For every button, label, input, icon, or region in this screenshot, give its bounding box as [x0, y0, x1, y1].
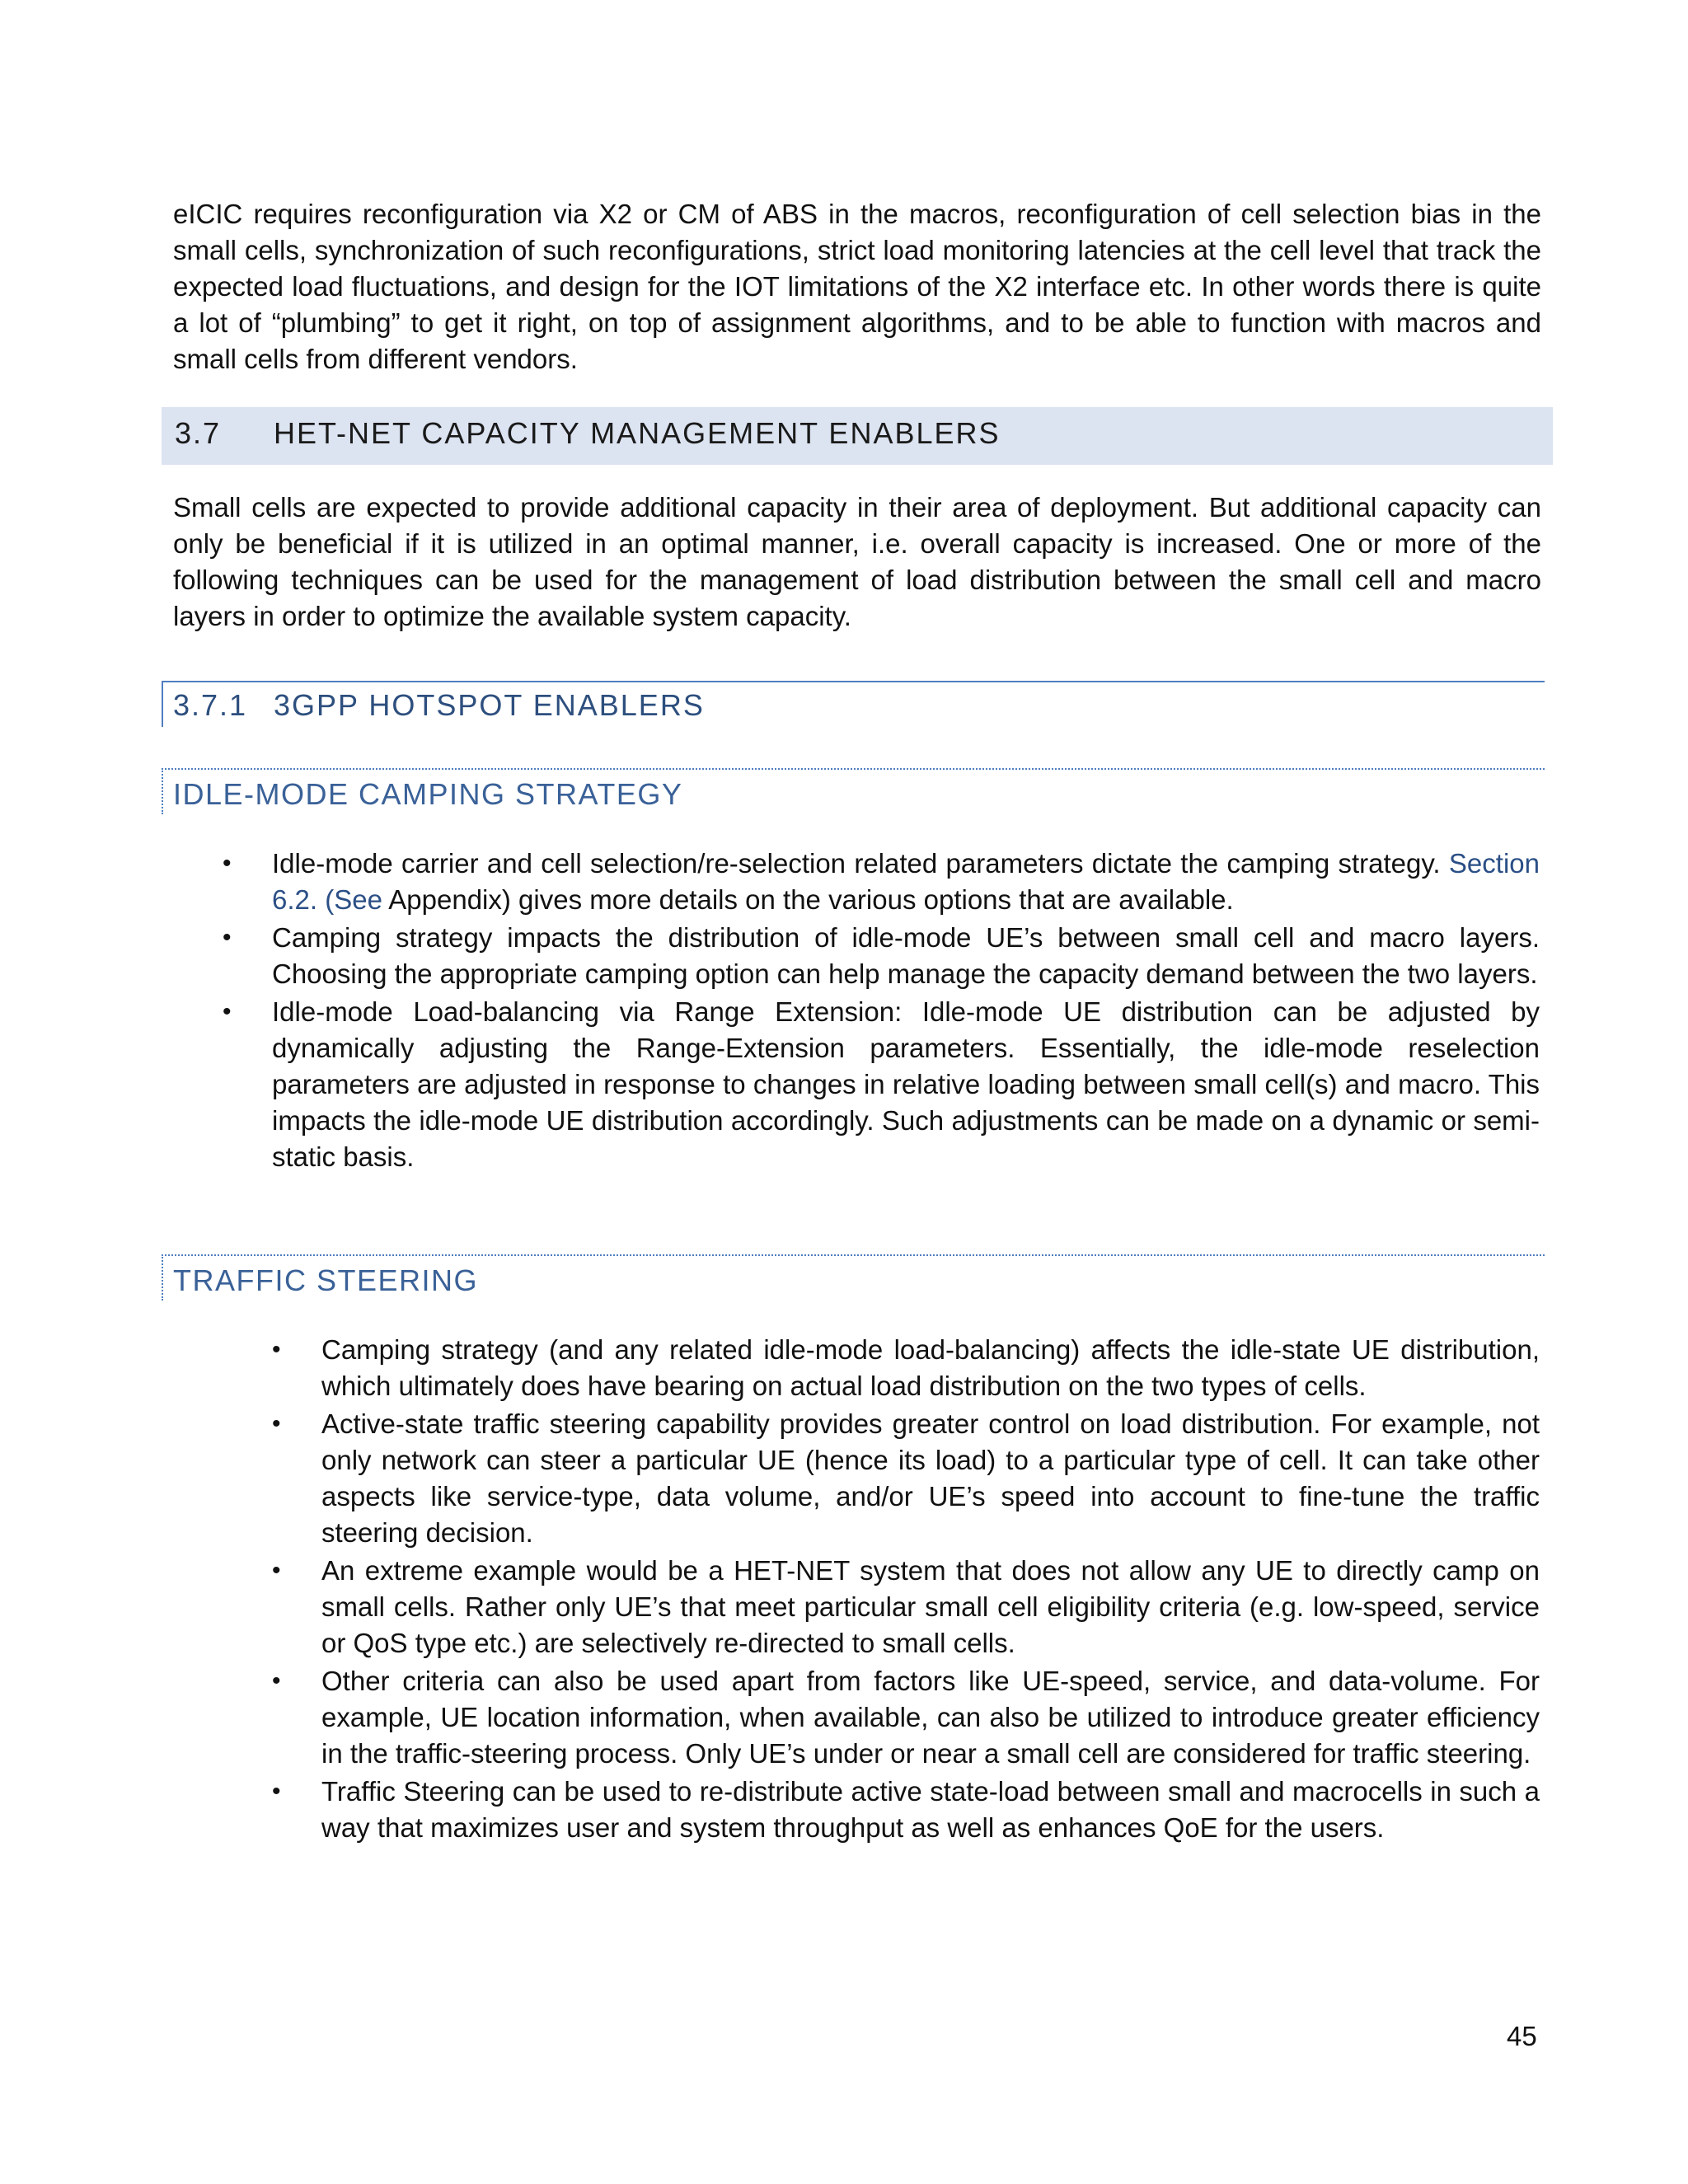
intro-paragraph: eICIC requires reconfiguration via X2 or CM of ABS in the macros, reconfiguration of cell selection bias in the small cells, synchronization of such reconfigurations, strict load monitoring latencies at the cell level that track the expected load fluctuations, and design for the IOT limitations of the X2 interface etc. In other words there is quite a lot of “plumbing” to get it right, on top of assignment algorithms, and to be able to function with macros and small cells from different vendors.	[173, 199, 1541, 374]
traffic-item-text: Other criteria can also be used apart from factors like UE-speed, service, and data-volume. For example, UE location information, when available, can also be utilized to introduce greater efficiency in the traffic-steering process. Only UE’s under or near a small cell are considered for traffic steering.	[321, 1666, 1540, 1769]
traffic-item-text: Active-state traffic steering capability provides greater control on load distribution. For example, not only network can steer a particular UE (hence its load) to a particular type of cell. It can take other aspects like service-type, data volume, and/or UE’s speed into account to fine-tune the traffic steering decision.	[321, 1408, 1540, 1548]
traffic-steering-left-rule	[162, 1254, 163, 1301]
section-title: HET-NET CAPACITY MANAGEMENT ENABLERS	[274, 416, 1001, 450]
list-item	[272, 1332, 1540, 1404]
idle-item-1-rest: Appendix) gives more details on the various options that are available.	[382, 884, 1234, 915]
bullet-icon: •	[223, 850, 232, 877]
traffic-steering-list	[272, 1332, 1540, 1848]
idle-mode-heading: IDLE-MODE CAMPING STRATEGY	[173, 777, 683, 811]
bullet-icon: •	[223, 998, 232, 1025]
idle-item-2-text: Camping strategy impacts the distribution of idle-mode UE’s between small cell and macro layers. Choosing the appropriate camping option can help manage the capacity demand between the two layers.	[272, 922, 1540, 989]
subsection-left-rule	[162, 681, 163, 727]
list-item	[272, 1406, 1540, 1551]
bullet-icon: •	[223, 924, 232, 951]
traffic-steering-top-rule	[162, 1254, 1545, 1256]
idle-item-1-text: Idle-mode carrier and cell selection/re-selection related parameters dictate the camping strategy.	[272, 848, 1441, 879]
bullet-icon: •	[272, 1667, 281, 1694]
subsection-number: 3.7.1	[173, 688, 248, 722]
idle-mode-left-rule	[162, 768, 163, 814]
bullet-icon: •	[272, 1557, 281, 1584]
list-item	[272, 1663, 1540, 1772]
list-item	[223, 920, 1540, 992]
traffic-item-text: Camping strategy (and any related idle-mode load-balancing) affects the idle-state UE distribution, which ultimately does have bearing on actual load distribution on the two types of cells.	[321, 1334, 1540, 1401]
bullet-icon: •	[272, 1778, 281, 1805]
traffic-steering-heading: TRAFFIC STEERING	[173, 1263, 479, 1297]
subsection-top-rule	[162, 681, 1545, 682]
idle-item-3-text: Idle-mode Load-balancing via Range Extension: Idle-mode UE distribution can be adjusted by dynamically adjusting the Range-Extension parameters. Essentially, the idle-mode reselection parameters are adjusted in response to changes in relative loading between small cell(s) and macro. This impacts the idle-mode UE distribution accordingly. Such adjustments can be made on a dynamic or semi-static basis.	[272, 996, 1540, 1172]
idle-mode-list	[223, 846, 1540, 1177]
subsection-title: 3GPP HOTSPOT ENABLERS	[274, 688, 705, 722]
list-item	[223, 846, 1540, 918]
section-link[interactable]: Section 6.2. (See	[272, 848, 1540, 915]
section-paragraph: Small cells are expected to provide additional capacity in their area of deployment. But additional capacity can only be beneficial if it is utilized in an optimal manner, i.e. overall capacity is increased. One or more of the following techniques can be used for the management of load distribution between the small cell and macro layers in order to optimize the available system capacity.	[173, 492, 1541, 631]
section-number: 3.7	[175, 416, 222, 450]
page-number: 45	[1507, 2021, 1537, 2051]
list-item	[272, 1774, 1540, 1846]
list-item	[223, 994, 1540, 1175]
bullet-icon: •	[272, 1410, 281, 1437]
traffic-item-text: An extreme example would be a HET-NET system that does not allow any UE to directly camp on small cells. Rather only UE’s that meet particular small cell eligibility criteria (e.g. low-speed, service or QoS type etc.) are selectively re-directed to small cells.	[321, 1555, 1540, 1658]
bullet-icon: •	[272, 1336, 281, 1363]
list-item	[272, 1553, 1540, 1661]
idle-mode-top-rule	[162, 768, 1545, 770]
traffic-item-text: Traffic Steering can be used to re-distribute active state-load between small and macrocells in such a way that maximizes user and system throughput as well as enhances QoE for the users.	[321, 1776, 1540, 1843]
